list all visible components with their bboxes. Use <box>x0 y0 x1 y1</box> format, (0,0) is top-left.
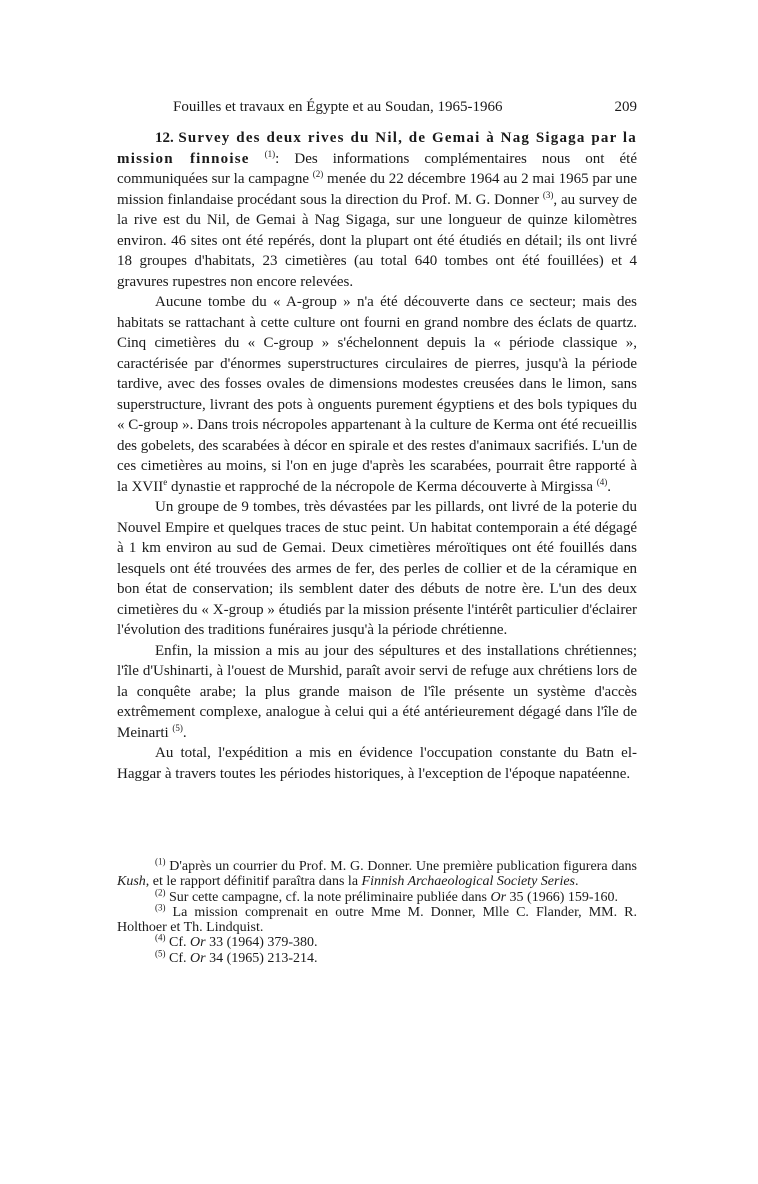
footnote-2-mark: (2) <box>155 886 166 897</box>
paragraph-2-text-b: dynastie et rapproché de la nécropole de Kerma découverte à Mirgissa <box>167 478 597 495</box>
running-head <box>173 98 637 116</box>
footnote-ref-1[interactable]: (1) <box>264 148 276 159</box>
footnote-3-text: La mission comprenait en outre Mme M. Donner, Mlle C. Flander, MM. R. Holthoer et Th. Lindquist. <box>117 904 637 936</box>
paragraph-5: Au total, l'expédition a mis en évidence l'occupation constante du Batn el-Haggar à travers toutes les périodes historiques, à l'exception de l'époque napatéenne. <box>117 745 637 782</box>
footnote-5-text-a: Cf. <box>165 950 190 966</box>
paragraph-4-text-a: Enfin, la mission a mis au jour des sépultures et des installations chrétiennes; l'île d'Ushinarti, à l'ouest de Murshid, paraît avoir servi de refuge aux chrétiens lors de la conquête arabe; la plus grande maison de l'île présente un système d'accès extrêmement complexe, analogue à celui qui a été antérieurement dégagé dans l'île de Meinarti <box>117 642 637 741</box>
journal-or: Or <box>490 889 507 905</box>
footnote-5-text-b: 34 (1965) 213-214. <box>205 950 318 966</box>
journal-kush: Kush <box>117 874 146 890</box>
paragraph-4 <box>117 641 637 744</box>
footnote-2 <box>117 886 637 905</box>
paragraph-2 <box>117 292 637 497</box>
paragraph-1 <box>117 128 637 292</box>
footnote-4-text-b: 33 (1964) 379-380. <box>205 935 318 951</box>
main-text <box>117 128 637 784</box>
footnote-ref-2[interactable]: (2) <box>312 169 324 179</box>
footnote-1-mark: (1) <box>155 856 166 867</box>
footnote-1-text-b: , et le rapport définitif paraîtra dans la <box>145 874 362 890</box>
footnote-4-text-a: Cf. <box>165 935 190 951</box>
paragraph-3: Un groupe de 9 tombes, très dévastées par les pillards, ont livré de la poterie du Nouvel Empire et quelques traces de stuc peint. Un habitat contemporain a été dégagé à 1 km environ au sud de Gemai. Deux cimetières méroïtiques ont été fouillés dans lesquels ont été trouvées des armes de fer, des perles de collier et de la céramique en bon état de conservation; ils semblent dater des débuts de notre ère. L'un des deux cimetières du « X-group » étudiés par la mission présente l'intérêt particulier d'éclairer l'évolution des traditions funéraires jusqu'à la période chrétienne. <box>117 499 637 638</box>
footnote-ref-5[interactable]: (5) <box>172 722 183 733</box>
footnote-5-mark: (5) <box>155 948 166 959</box>
paragraph-1-text-a: : Des informations complémentaires nous ont été communiquées sur la campagne <box>117 150 637 187</box>
footnote-ref-4[interactable]: (4) <box>596 476 608 487</box>
footnotes <box>117 856 637 966</box>
footnote-1-text-a: D'après un courrier du Prof. M. G. Donner. Une première publication figurera dans <box>165 859 637 874</box>
paragraph-1-text-c: , au survey de la rive est du Nil, de Gemai à Nag Sigaga, sur une longueur de quinze kilomètres environ. 46 sites ont été repérés, dont la plupart ont été étudiés en détail; ils ont livré 18 groupes d'habitats, 23 cimetières (au total 640 tombes ont été fouillées) et 4 gravures rupestres non encore relevées. <box>117 191 637 290</box>
footnote-ref-3[interactable]: (3) <box>542 189 554 200</box>
footnote-3 <box>117 902 637 936</box>
series-title: Finnish Archaeological Society Series <box>361 874 575 890</box>
footnote-4-mark: (4) <box>155 932 166 943</box>
paragraph-1-text-b: menée du 22 décembre 1964 au 2 mai 1965 par une mission finlandaise procédant sous la direction du Prof. M. G. Donner <box>117 171 637 208</box>
paragraph-4-text-b: . <box>182 724 187 741</box>
footnote-4 <box>117 932 637 951</box>
paragraph-2-text-a: Aucune tombe du « A-group » n'a été découverte dans ce secteur; mais des habitats se rattachant à cette culture ont fourni en grand nombre des éclats de quartz. Cinq cimetières du « C-group » s'échelonnent depuis la « période classique », caractérisée par d'énormes superstructures circulaires de pierres, jusqu'à la période tardive, avec des fosses ovales de dimensions modestes creusées dans le limon, sans superstructure, livrant des pots à onguents purement égyptiens et des bols typiques du « C-group ». Dans trois nécropoles appartenant à la culture de Kerma ont été recueillis des gobelets, des scarabées à décor en spirale et des restes d'animaux sacrifiés. L'un de ces cimetières au moins, si l'on en juge d'après les scarabées, pourrait être rapporté à la XVII <box>117 294 637 495</box>
section-heading: Survey des deux rives du Nil, de Gemai à Nag Sigaga par la mission finnoise <box>117 130 637 167</box>
footnote-1-text-c: . <box>575 874 579 890</box>
section-number: 12. <box>155 130 174 146</box>
superscript-e: e <box>163 476 168 487</box>
footnote-2-text-b: 35 (1966) 159-160. <box>506 889 619 905</box>
footnote-5 <box>117 948 637 966</box>
running-head-title: Fouilles et travaux en Égypte et au Soudan, 1965-1966 <box>173 99 503 115</box>
footnote-1 <box>117 856 637 890</box>
journal-or: Or <box>190 935 206 951</box>
page-number: 209 <box>614 99 637 115</box>
paragraph-2-text-c: . <box>607 478 612 495</box>
footnote-3-mark: (3) <box>155 902 166 913</box>
journal-or: Or <box>190 950 206 966</box>
footnote-2-text-a: Sur cette campagne, cf. la note préliminaire publiée dans <box>165 889 491 905</box>
